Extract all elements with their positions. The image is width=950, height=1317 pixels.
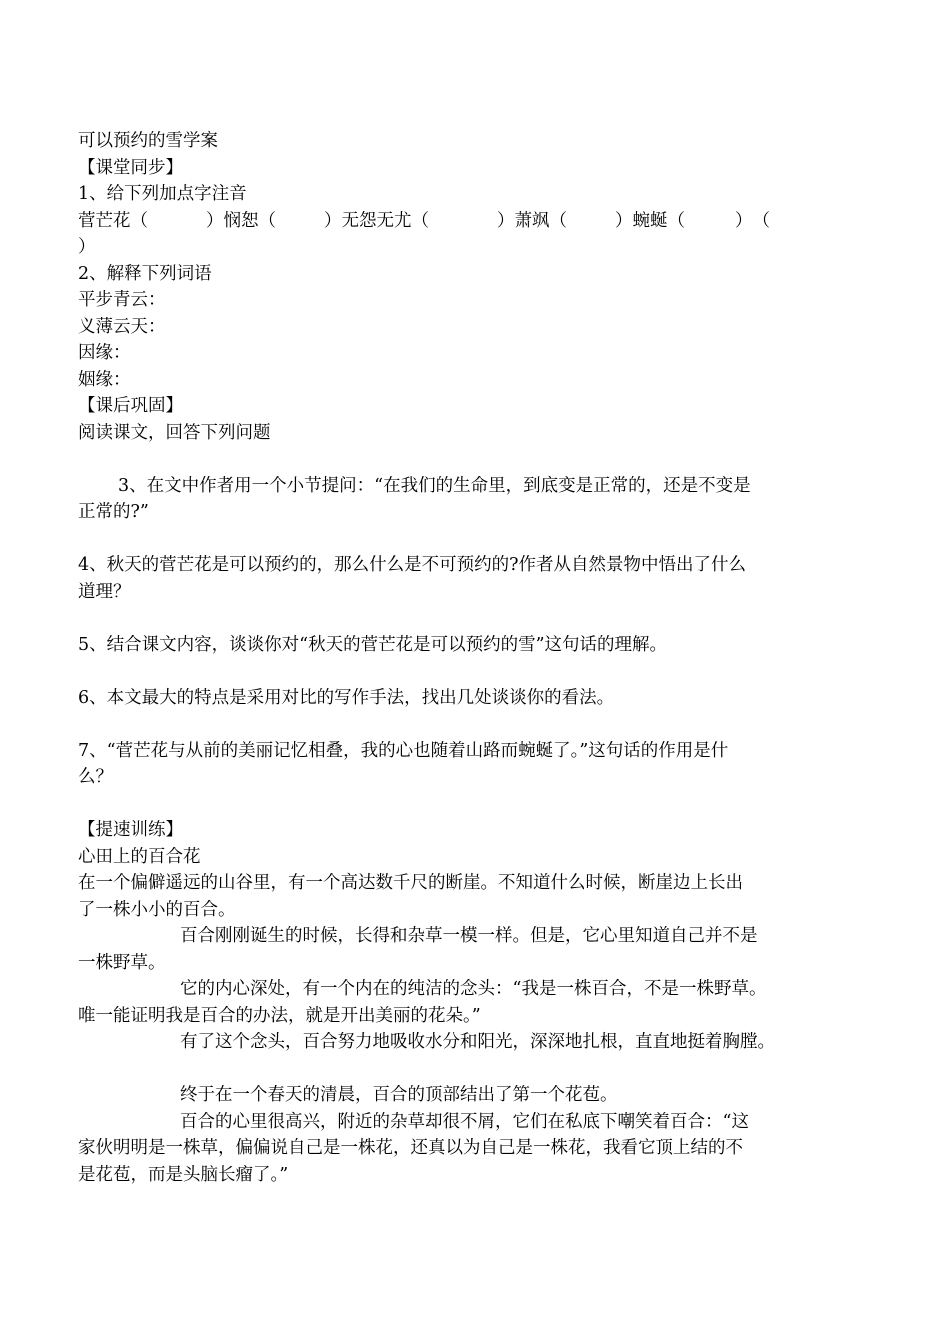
question-3-line-2: 正常的?” <box>78 502 149 522</box>
question-7-line-2: 么？ <box>78 767 113 787</box>
term-2: 义薄云天： <box>78 316 166 337</box>
question-3-line-1: 3、在文中作者用一个小节提问：“在我们的生命里，到底变是正常的，还是不变是 <box>118 475 751 496</box>
q1-word-1: 菅芒花 <box>78 210 131 231</box>
document-title: 可以预约的雪学案 <box>78 131 218 151</box>
q1-word-4: 萧飒 <box>514 210 550 231</box>
term-1: 平步青云： <box>78 290 166 310</box>
question-6: 6、本文最大的特点是采用对比的写作手法，找出几处谈谈你的看法。 <box>78 687 615 708</box>
story-p2-line-1: 百合刚刚诞生的时候，长得和杂草一模一样。但是，它心里知道自己并不是 <box>180 926 758 946</box>
term-3: 因缘： <box>78 343 131 363</box>
reading-prompt: 阅读课文，回答下列问题 <box>78 422 271 443</box>
section-heading-speed: 【提速训练】 <box>78 820 183 840</box>
document-page <box>78 128 848 1188</box>
q1-word-3: 无怨无尤 <box>341 210 412 231</box>
term-4: 姻缘： <box>78 369 131 390</box>
story-p6-line-2: 家伙明明是一株草，偏偏说自己是一株花，还真以为自己是一株花，我看它顶上结的不 <box>78 1138 743 1158</box>
question-1-wrap: ） <box>78 237 96 257</box>
q1-word-2: 悯恕 <box>223 210 259 231</box>
question-1-label: 1、给下列加点字注音 <box>78 184 247 204</box>
story-p3-line-2: 唯一能证明我是百合的办法，就是开出美丽的花朵。” <box>78 1005 481 1026</box>
story-title: 心田上的百合花 <box>78 846 201 867</box>
story-p3-line-1: 它的内心深处，有一个内在的纯洁的念头：“我是一株百合，不是一株野草。 <box>180 979 767 999</box>
question-1-items: 菅芒花（ ）悯恕（ ）无怨无尤（ ）萧飒（ ）蜿蜒（ ）（ <box>78 208 848 235</box>
story-p1-line-2: 了一株小小的百合。 <box>78 899 236 920</box>
question-7-line-1: 7、“菅芒花与从前的美丽记忆相叠，我的心也随着山路而蜿蜒了。”这句话的作用是什 <box>78 740 729 761</box>
question-5: 5、结合课文内容，谈谈你对“秋天的菅芒花是可以预约的雪”这句话的理解。 <box>78 634 668 655</box>
story-p6-line-1: 百合的心里很高兴，附近的杂草却很不屑，它们在私底下嘲笑着百合：“这 <box>180 1111 749 1132</box>
question-4-line-1: 4、秋天的菅芒花是可以预约的，那么什么是不可预约的?作者从自然景物中悟出了什么 <box>78 555 747 575</box>
story-p1-line-1: 在一个偏僻遥远的山谷里，有一个高达数千尺的断崖。不知道什么时候，断崖边上长出 <box>78 873 743 893</box>
story-p2-line-2: 一株野草。 <box>78 952 166 973</box>
section-heading-after-class: 【课后巩固】 <box>78 396 183 416</box>
section-heading-class: 【课堂同步】 <box>78 157 183 178</box>
question-2-label: 2、解释下列词语 <box>78 263 212 284</box>
question-4-line-2: 道理？ <box>78 581 131 602</box>
story-p4: 有了这个念头，百合努力地吸收水分和阳光，深深地扎根，直直地挺着胸膛。 <box>180 1032 775 1052</box>
q1-word-5: 蜿蜒 <box>632 210 668 231</box>
story-p6-line-3: 是花苞，而是头脑长瘤了。” <box>78 1164 289 1185</box>
story-p5: 终于在一个春天的清晨，百合的顶部结出了第一个花苞。 <box>180 1085 618 1105</box>
